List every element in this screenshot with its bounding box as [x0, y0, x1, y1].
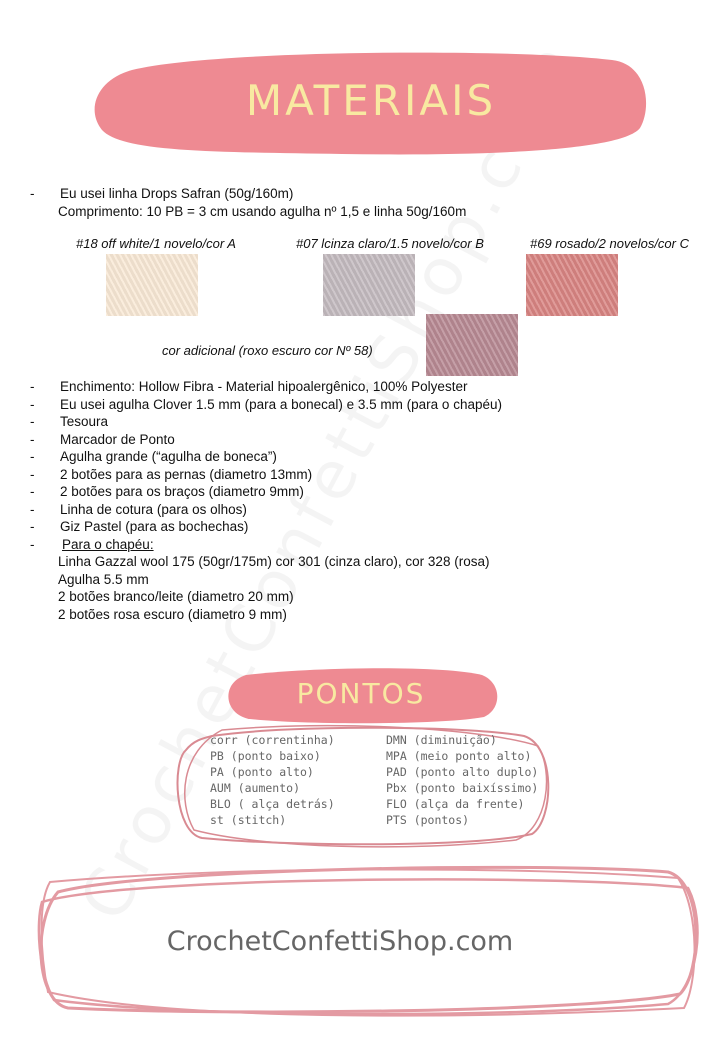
abbreviation-item: BLO ( alça detrás) [210, 797, 335, 811]
list-item: - Enchimento: Hollow Fibra - Material hipoalergênico, 100% Polyester [30, 379, 468, 394]
abbreviation-item: PB (ponto baixo) [210, 749, 321, 763]
hat-line: Agulha 5.5 mm [58, 571, 149, 587]
hat-line: 2 botões branco/leite (diametro 20 mm) [58, 589, 294, 604]
list-item: - Marcador de Ponto [30, 431, 175, 447]
list-item: - Eu usei agulha Clover 1.5 mm (para a bonecal) e 3.5 mm (para o chapéu) [30, 396, 502, 412]
abbreviation-item: PAD (ponto alto duplo) [386, 765, 539, 779]
yarn-swatch-c [526, 254, 618, 316]
list-item: - Agulha grande (“agulha de boneca”) [30, 449, 277, 464]
pontos-left-column [210, 732, 335, 828]
yarn-info [30, 185, 710, 220]
abbreviation-item: PTS (pontos) [386, 813, 470, 827]
abbreviation-item: corr (correntinha) [210, 733, 335, 747]
yarn-swatch-additional [426, 314, 518, 376]
abbreviation-item: FLO (alça da frente) [386, 797, 525, 811]
hat-line: 2 botões rosa escuro (diametro 9 mm) [58, 606, 287, 622]
abbreviation-item: MPA (meio ponto alto) [386, 749, 532, 763]
list-item: - Tesoura [30, 414, 109, 429]
swatch-label-a: #18 off white/1 novelo/cor A [76, 236, 236, 251]
yarn-swatch-b [323, 254, 415, 316]
hat-heading-row: - Para o chapéu: [30, 536, 154, 552]
yarn-swatch-a [106, 254, 198, 316]
list-item: - Giz Pastel (para as bochechas) [30, 519, 249, 534]
abbreviation-item: AUM (aumento) [210, 781, 301, 795]
yarn-line-1: Eu usei linha Drops Safran (50g/160m) [60, 186, 294, 201]
swatch-label-c: #69 rosado/2 novelos/cor C [530, 236, 689, 251]
abbreviation-item: Pbx (ponto baixíssimo) [386, 781, 539, 795]
page-title: MATERIAIS [245, 76, 497, 125]
abbreviation-item: PA (ponto alto) [210, 765, 314, 779]
list-dash: - [30, 186, 35, 201]
hat-line: Linha Gazzal wool 175 (50gr/175m) cor 301 (cinza claro), cor 328 (rosa) [58, 554, 490, 569]
swatch-label-additional: cor adicional (roxo escuro cor Nº 58) [162, 343, 373, 358]
list-item: - 2 botões para os braços (diametro 9mm) [30, 484, 304, 499]
list-item: - 2 botões para as pernas (diametro 13mm) [30, 466, 313, 482]
abbreviation-item: DMN (diminuição) [386, 733, 497, 747]
materials-list [30, 378, 710, 623]
yarn-line-2: Comprimento: 10 PB = 3 cm usando agulha nº 1,5 e linha 50g/160m [58, 203, 467, 219]
swatch-label-b: #07 lcinza claro/1.5 novelo/cor B [296, 236, 484, 251]
list-item: - Linha de cotura (para os olhos) [30, 501, 247, 517]
hat-heading: Para o chapéu: [62, 536, 154, 552]
pontos-title: PONTOS [296, 677, 426, 710]
pontos-right-column [386, 732, 538, 828]
abbreviation-item: st (stitch) [210, 813, 287, 827]
shop-name: CrochetConfettiShop.com [166, 926, 514, 957]
